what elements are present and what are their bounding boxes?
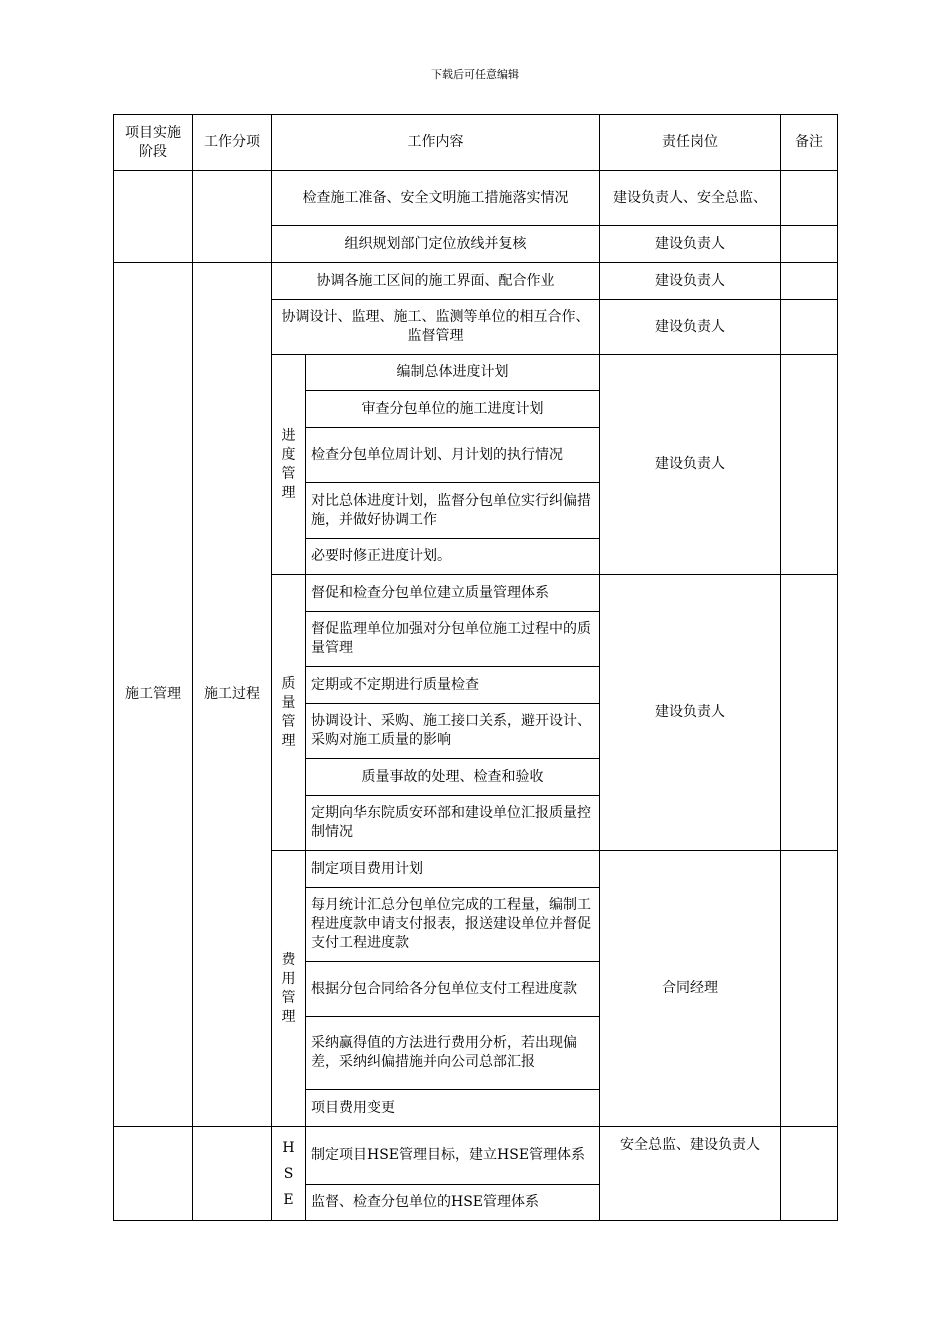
quality-item: 质量事故的处理、检查和验收 [306, 759, 600, 796]
role-cell: 建设负责人、安全总监、 [600, 171, 781, 226]
schedule-item: 对比总体进度计划，监督分包单位实行纠偏措施，并做好协调工作 [306, 483, 600, 539]
note-cell [781, 355, 838, 575]
header-note: 下载后可任意编辑 [431, 68, 519, 81]
quality-label: 质 量 管 理 [272, 575, 306, 851]
schedule-item: 检查分包单位周计划、月计划的执行情况 [306, 428, 600, 483]
cost-item: 采纳赢得值的方法进行费用分析，若出现偏差，采纳纠偏措施并向公司总部汇报 [306, 1017, 600, 1090]
note-cell [781, 1127, 838, 1221]
item-construction: 施工过程 [193, 263, 272, 1127]
quality-item: 协调设计、采购、施工接口关系，避开设计、采购对施工质量的影响 [306, 704, 600, 759]
stage-cell-empty [114, 1127, 193, 1221]
cost-label: 费 用 管 理 [272, 851, 306, 1127]
quality-role: 建设负责人 [600, 575, 781, 851]
note-cell [781, 300, 838, 355]
header-note: 备注 [781, 115, 838, 171]
header-content: 工作内容 [272, 115, 600, 171]
schedule-item: 必要时修正进度计划。 [306, 539, 600, 575]
header-item: 工作分项 [193, 115, 272, 171]
hse-label: H S E [272, 1127, 306, 1221]
content-cell: 协调设计、监理、施工、监测等单位的相互合作、监督管理 [272, 300, 600, 355]
content-cell: 组织规划部门定位放线并复核 [272, 226, 600, 263]
responsibility-table [113, 114, 838, 1221]
content-cell: 协调各施工区间的施工界面、配合作业 [272, 263, 600, 300]
schedule-label: 进 度 管 理 [272, 355, 306, 575]
cost-item: 制定项目费用计划 [306, 851, 600, 888]
table-row [114, 1127, 838, 1185]
quality-item: 定期向华东院质安环部和建设单位汇报质量控制情况 [306, 796, 600, 851]
header-stage: 项目实施阶段 [114, 115, 193, 171]
header-role: 责任岗位 [600, 115, 781, 171]
quality-item: 定期或不定期进行质量检查 [306, 667, 600, 704]
hse-role: 安全总监、建设负责人 [600, 1127, 781, 1221]
item-cell-empty [193, 1127, 272, 1221]
quality-item: 督促监理单位加强对分包单位施工过程中的质量管理 [306, 612, 600, 667]
table-row [114, 171, 838, 226]
item-cell-empty [193, 171, 272, 263]
note-cell [781, 575, 838, 851]
quality-item: 督促和检查分包单位建立质量管理体系 [306, 575, 600, 612]
table-row [114, 263, 838, 300]
note-cell [781, 226, 838, 263]
role-cell: 建设负责人 [600, 300, 781, 355]
table-header-row [114, 115, 838, 171]
note-cell [781, 263, 838, 300]
schedule-role: 建设负责人 [600, 355, 781, 575]
content-cell: 检查施工准备、安全文明施工措施落实情况 [272, 171, 600, 226]
stage-cell-empty [114, 171, 193, 263]
stage-construction: 施工管理 [114, 263, 193, 1127]
cost-item: 根据分包合同给各分包单位支付工程进度款 [306, 962, 600, 1017]
hse-item: 监督、检查分包单位的HSE管理体系 [306, 1185, 600, 1221]
cost-item: 每月统计汇总分包单位完成的工程量，编制工程进度款申请支付报表，报送建设单位并督促支付工程进度款 [306, 888, 600, 962]
schedule-item: 编制总体进度计划 [306, 355, 600, 391]
cost-item: 项目费用变更 [306, 1090, 600, 1127]
note-cell [781, 851, 838, 1127]
note-cell [781, 171, 838, 226]
schedule-item: 审查分包单位的施工进度计划 [306, 391, 600, 428]
role-cell: 建设负责人 [600, 226, 781, 263]
hse-item: 制定项目HSE管理目标，建立HSE管理体系 [306, 1127, 600, 1185]
role-cell: 建设负责人 [600, 263, 781, 300]
cost-role: 合同经理 [600, 851, 781, 1127]
